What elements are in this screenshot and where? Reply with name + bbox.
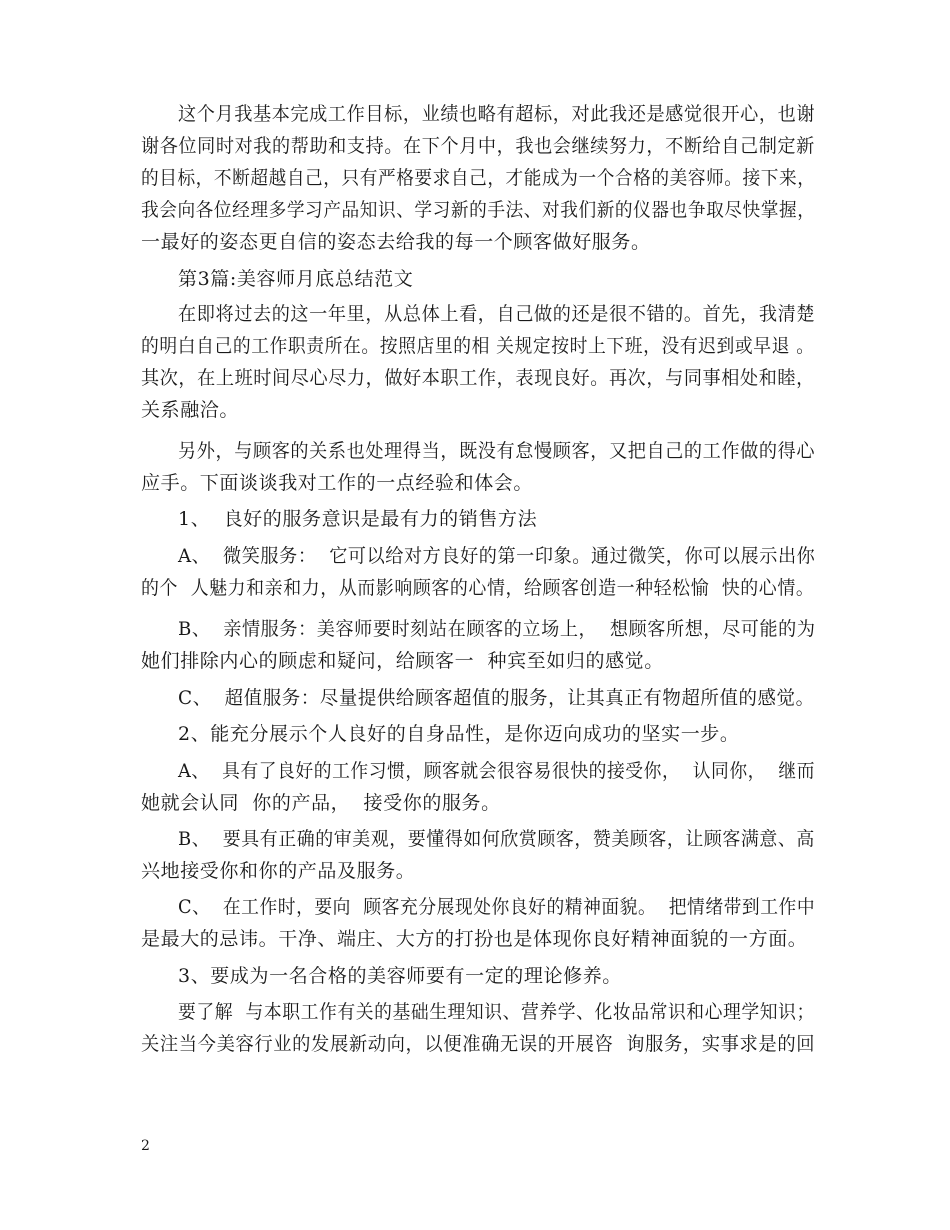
text-line: 她们排除内心的顾虑和疑问，给顾客一 种宾至如归的感觉。 — [141, 650, 664, 672]
text-line: 应手。下面谈谈我对工作的一点经验和体会。 — [141, 472, 534, 494]
text-line: 的明白自己的工作职责所在。按照店里的相 关规定按时上下班，没有迟到或早退 。 — [141, 335, 815, 357]
text-line: 关注当今美容行业的发展新动向，以便准确无误的开展咨 询服务，实事求是的回 — [141, 1033, 816, 1055]
text-line: 的个 人魅力和亲和力，从而影响顾客的心情，给顾客创造一种轻松愉 快的心情。 — [141, 577, 815, 599]
text-line: 兴地接受你和你的产品及服务。 — [141, 860, 416, 882]
list-item-heading: 3、要成为一名合格的美容师要有一定的理论修养。 — [178, 965, 622, 987]
text-line: C、 超值服务：尽量提供给顾客超值的服务，让其真正有物超所值的感觉。 — [178, 687, 815, 709]
list-item-heading: 2、能充分展示个人良好的自身品性，是你迈向成功的坚实一步。 — [178, 723, 740, 745]
text-line: 一最好的姿态更自信的姿态去给我的每一个顾客做好服务。 — [141, 231, 651, 253]
text-line: 要了解 与本职工作有关的基础生理知识、营养学、化妆品常识和心理学知识； — [178, 1001, 815, 1023]
text-line: C、 在工作时，要向 顾客充分展现处你良好的精神面貌。 把情绪带到工作中 — [178, 896, 816, 918]
text-line: 另外，与顾客的关系也处理得当，既没有怠慢顾客，又把自己的工作做的得心 — [178, 440, 816, 462]
text-line: 这个月我基本完成工作目标，业绩也略有超标，对此我还是感觉很开心，也谢 — [178, 103, 816, 125]
text-line: 在即将过去的这一年里，从总体上看，自己做的还是很不错的。首先，我清楚 — [178, 303, 816, 325]
text-line: B、 要具有正确的审美观，要懂得如何欣赏顾客，赞美顾客，让顾客满意、高 — [178, 828, 815, 850]
text-line: 关系融洽。 — [141, 399, 240, 421]
text-line: A、 具有了良好的工作习惯，顾客就会很容易很快的接受你， 认同你， 继而 — [178, 760, 816, 782]
page-number: 2 — [141, 1138, 150, 1154]
text-line: 我会向各位经理多学习产品知识、学习新的手法、对我们新的仪器也争取尽快掌握， — [141, 199, 816, 221]
text-line: 她就会认同 你的产品， 接受你的服务。 — [141, 792, 501, 814]
text-line: 的目标，不断超越自己，只有严格要求自己，才能成为一个合格的美容师。接下来， — [141, 167, 816, 189]
text-line: 谢各位同时对我的帮助和支持。在下个月中，我也会继续努力，不断给自己制定新 — [141, 135, 815, 157]
text-line: 是最大的忌讳。干净、端庄、大方的打扮也是体现你良好精神面貌的一方面。 — [141, 928, 808, 950]
section-heading: 第3篇:美容师月底总结范文 — [178, 268, 414, 290]
text-line: 其次，在上班时间尽心尽力，做好本职工作，表现良好。再次，与同事相处和睦， — [141, 367, 815, 389]
list-item-heading: 1、 良好的服务意识是最有力的销售方法 — [178, 508, 538, 530]
text-line: A、 微笑服务： 它可以给对方良好的第一印象。通过微笑，你可以展示出你 — [178, 545, 816, 567]
text-line: B、 亲情服务：美容师要时刻站在顾客的立场上， 想顾客所想，尽可能的为 — [178, 618, 816, 640]
